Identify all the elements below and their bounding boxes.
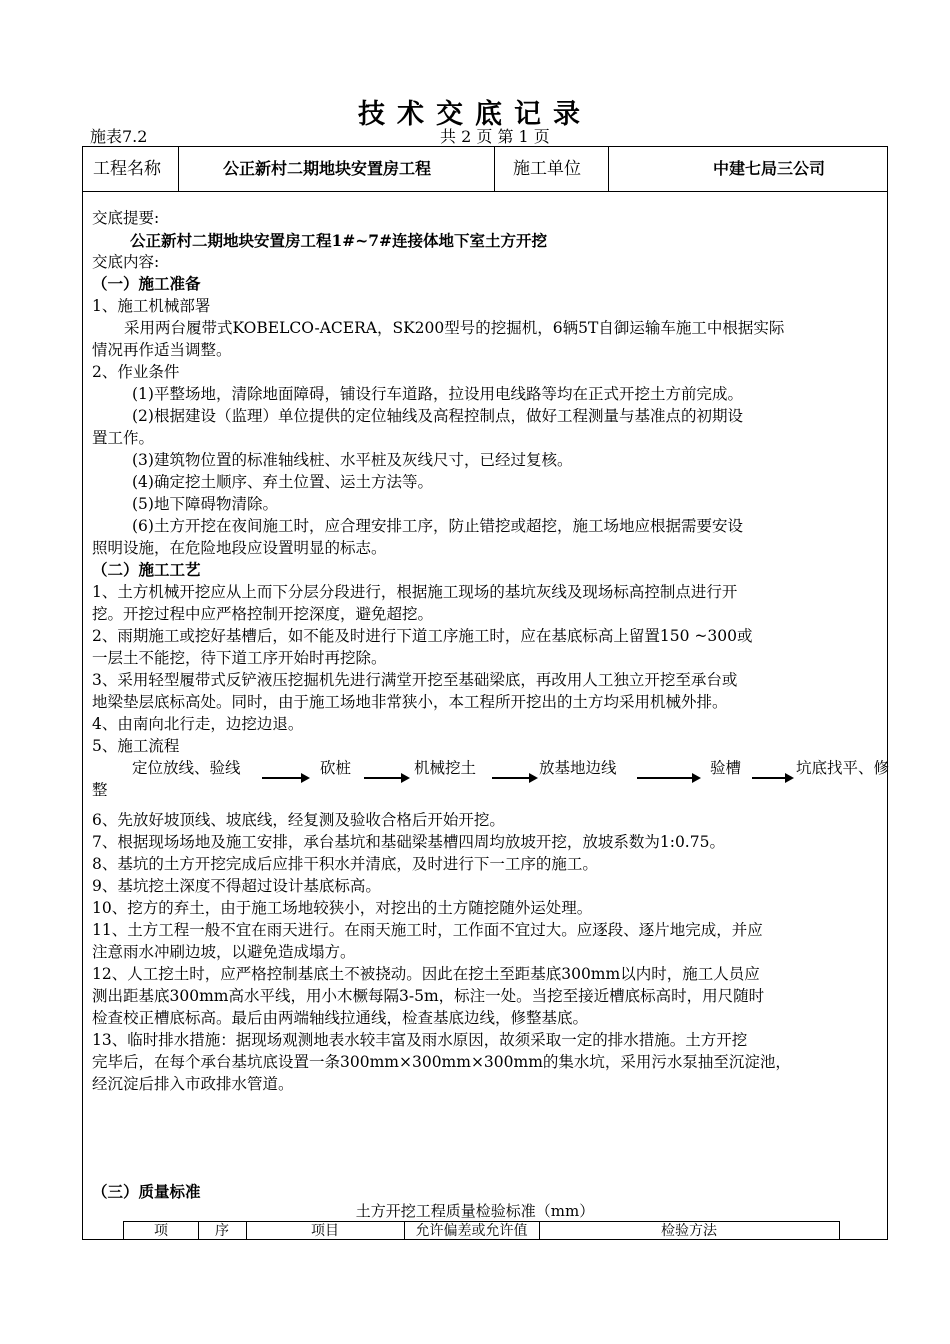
- flow-step: 定位放线、验线: [132, 759, 241, 777]
- paragraph-line: 情况再作适当调整。: [92, 341, 232, 359]
- flow-arrow-icon: [752, 777, 786, 779]
- column-header: 项: [154, 1223, 168, 1239]
- paragraph-line: 挖。开挖过程中应严格控制开挖深度，避免超挖。: [92, 605, 434, 623]
- paragraph-line: 8、基坑的土方开挖完成后应排干积水并清底，及时进行下一工序的施工。: [92, 855, 598, 873]
- paragraph-line: 2、作业条件: [92, 363, 180, 381]
- paragraph-line: (3)建筑物位置的标准轴线桩、水平桩及灰线尺寸，已经过复核。: [132, 451, 573, 469]
- paragraph-line: (5)地下障碍物清除。: [132, 495, 278, 513]
- paragraph-line: (4)确定挖土顺序、弃土位置、运土方法等。: [132, 473, 433, 491]
- quality-table-header: [123, 1221, 840, 1240]
- content-label: 交底内容:: [92, 253, 160, 271]
- paragraph-line: 5、施工流程: [92, 737, 180, 755]
- flow-arrow-icon: [364, 777, 402, 779]
- table-caption: 土方开挖工程质量检验标准（mm）: [355, 1202, 595, 1220]
- column-header: 项目: [311, 1223, 339, 1239]
- flow-arrow-icon: [637, 777, 693, 779]
- section-title: （三）质量标准: [92, 1182, 201, 1201]
- summary-text: 公正新村二期地块安置房工程1#~7#连接体地下室土方开挖: [130, 231, 548, 250]
- paragraph-line: 地梁垫层底标高处。同时，由于施工场地非常狭小，本工程所开挖出的土方均采用机械外排。: [92, 693, 728, 711]
- column-header: 允许偏差或允许值: [415, 1223, 528, 1239]
- flow-step: 机械挖土: [414, 759, 477, 777]
- paragraph-line: 9、基坑挖土深度不得超过设计基底标高。: [92, 877, 381, 895]
- header-separator: [608, 147, 609, 192]
- flow-step: 放基地边线: [539, 759, 617, 777]
- paragraph-line: 1、施工机械部署: [92, 297, 211, 315]
- column-header: 序: [215, 1223, 229, 1239]
- paragraph-line: 1、土方机械开挖应从上而下分层分段进行，根据施工现场的基坑灰线及现场标高控制点进行开: [92, 583, 738, 601]
- paragraph-line: 6、先放好坡顶线、坡底线，经复测及验收合格后开始开挖。: [92, 811, 505, 829]
- paragraph-line: 测出距基底300mm高水平线，用小木橛每隔3-5m，标注一处。当挖至接近槽底标高时，用尺随时: [92, 987, 765, 1005]
- paragraph-line: 7、根据现场场地及施工安排，承台基坑和基础梁基槽四周均放坡开挖，放坡系数为1:0.75。: [92, 833, 725, 851]
- construction-unit-value: 中建七局三公司: [713, 159, 826, 178]
- header-divider: [83, 191, 887, 192]
- paragraph-line: 一层土不能挖，待下道工序开始时再挖除。: [92, 649, 387, 667]
- paragraph-line: 10、挖方的弃土，由于施工场地较狭小，对挖出的土方随挖随外运处理。: [92, 899, 593, 917]
- project-name-label: 工程名称: [93, 159, 161, 179]
- paragraph-line: (2)根据建设（监理）单位提供的定位轴线及高程控制点，做好工程测量与基准点的初期设: [132, 407, 743, 425]
- paragraph-line: 照明设施，在危险地段应设置明显的标志。: [92, 539, 387, 557]
- form-number: 施表7.2: [90, 127, 148, 146]
- flow-step: 验槽: [710, 759, 742, 777]
- paragraph-line: 4、由南向北行走，边挖边退。: [92, 715, 304, 733]
- paragraph-line: 3、采用轻型履带式反铲液压挖掘机先进行满堂开挖至基础梁底，再改用人工独立开挖至承台或: [92, 671, 738, 689]
- paragraph-line: 2、雨期施工或挖好基槽后，如不能及时进行下道工序施工时，应在基底标高上留置150 ~300或: [92, 627, 753, 645]
- paragraph-line: 检查校正槽底标高。最后由两端轴线拉通线，检查基底边线，修整基底。: [92, 1009, 589, 1027]
- paragraph-line: (6)土方开挖在夜间施工时，应合理安排工序，防止错挖或超挖，施工场地应根据需要安设: [132, 517, 743, 535]
- summary-label: 交底提要:: [92, 209, 160, 227]
- flow-step: 砍桩: [320, 759, 352, 777]
- paragraph-line: 置工作。: [92, 429, 155, 447]
- section-title: （一）施工准备: [92, 274, 201, 293]
- flow-arrow-icon: [492, 777, 530, 779]
- paragraph-line: 注意雨水冲刷边坡，以避免造成塌方。: [92, 943, 356, 961]
- paragraph-line: (1)平整场地，清除地面障碍，铺设行车道路，拉设用电线路等均在正式开挖土方前完成。: [132, 385, 743, 403]
- flow-tail: 整: [92, 781, 108, 799]
- project-name-value: 公正新村二期地块安置房工程: [223, 159, 432, 178]
- paragraph-line: 完毕后，在每个承台基坑底设置一条300mm×300mm×300mm的集水坑，采用污水泵抽至沉淀池，: [92, 1053, 791, 1071]
- header-separator: [178, 147, 179, 192]
- paragraph-line: 12、人工挖土时，应严格控制基底土不被挠动。因此在挖土至距基底300mm以内时，施工人员应: [92, 965, 760, 983]
- paragraph-line: 经沉淀后排入市政排水管道。: [92, 1075, 294, 1093]
- document-title: 技术交底记录: [358, 99, 592, 130]
- header-separator: [494, 147, 495, 192]
- paragraph-line: 采用两台履带式KOBELCO-ACERA，SK200型号的挖掘机，6辆5T自御运输车施工中根据实际: [124, 319, 785, 337]
- page-info: 共 2 页 第 1 页: [440, 127, 550, 146]
- construction-unit-label: 施工单位: [513, 159, 581, 179]
- flow-arrow-icon: [262, 777, 302, 779]
- column-header: 检验方法: [661, 1223, 717, 1239]
- flow-step: 坑底找平、修: [796, 759, 890, 777]
- paragraph-line: 11、土方工程一般不宜在雨天进行。在雨天施工时，工作面不宜过大。应逐段、逐片地完成，并应: [92, 921, 763, 939]
- paragraph-line: 13、临时排水措施：据现场观测地表水较丰富及雨水原因，故须采取一定的排水措施。土方开挖: [92, 1031, 748, 1049]
- section-title: （二）施工工艺: [92, 560, 201, 579]
